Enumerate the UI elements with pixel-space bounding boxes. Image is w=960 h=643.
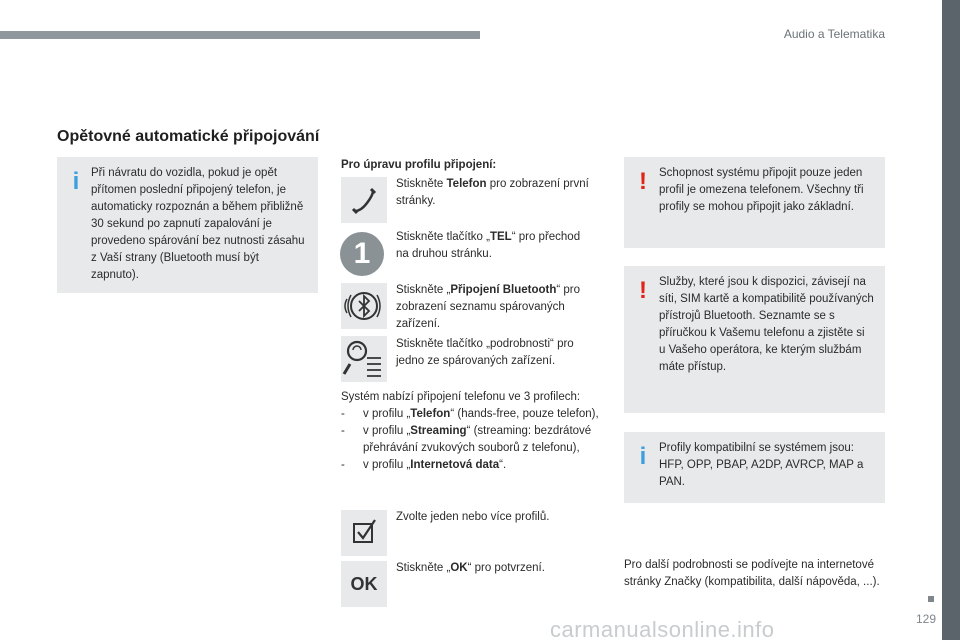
ok-label: OK (350, 574, 378, 594)
profiles-list (341, 406, 603, 474)
warning-text-2: Služby, které jsou k dispozici, závisejí na síti, SIM kartě a kompatibilitě používaných přístrojů Bluetooth. Seznamte se s příručkou k Vašemu telefonu a zjistěte si u Vašeho operátora, ke kterým službám máte přístup. (659, 276, 874, 373)
step6-text: Stiskněte „OK“ pro potvrzení. (396, 562, 545, 574)
top-rule (0, 31, 480, 39)
info-box-left (57, 157, 318, 293)
page-number: 129 (915, 612, 936, 626)
more-info-text: Pro další podrobnosti se podívejte na internetové stránky Značky (kompatibilita, další nápověda, ...). (624, 559, 880, 588)
bluetooth-icon (341, 283, 387, 329)
profile-item: - v profilu „Streaming“ (streaming: bezdrátové přehrávání zvukových souborů z telefonu), (341, 425, 592, 454)
profile-item: - v profilu „Internetová data“. (341, 459, 507, 471)
profiles-intro: Systém nabízí připojení telefonu ve 3 profilech: (341, 391, 581, 403)
step-number-circle: 1 (340, 232, 384, 276)
warning-box-2 (624, 266, 885, 413)
bluetooth-button (341, 283, 387, 329)
step2-text: Stiskněte tlačítko „TEL“ pro přechod na druhou stránku. (396, 231, 581, 260)
side-edge-bar (942, 0, 960, 640)
magnifier-list-icon (341, 336, 387, 382)
step3-text: Stiskněte „Připojení Bluetooth“ pro zobrazení seznamu spárovaných zařízení. (396, 284, 581, 330)
section-title: Opětovné automatické připojování (57, 128, 320, 145)
info-icon: i (639, 443, 647, 470)
page-dot (928, 596, 934, 602)
phone-button (341, 177, 387, 223)
profile-item: - v profilu „Telefon“ (hands-free, pouze telefon), (341, 408, 599, 420)
step1-text: Stiskněte Telefon pro zobrazení první stránky. (396, 178, 589, 207)
warning-icon: ! (639, 168, 647, 195)
ok-button (341, 561, 387, 607)
warning-box-1 (624, 157, 885, 248)
info-box-text: Při návratu do vozidla, pokud je opět přítomen poslední připojený telefon, je automaticky rozpoznán a během přibližně 30 sekund po zapnutí zapalování je provedeno spárování bez nutnosti zásahu z Vaší strany (Bluetooth musí být zapnuto). (91, 167, 305, 281)
info-text-right: Profily kompatibilní se systémem jsou: HFP, OPP, PBAP, A2DP, AVRCP, MAP a PAN. (659, 442, 864, 488)
warning-icon: ! (639, 277, 647, 304)
step4-text: Stiskněte tlačítko „podrobnosti“ pro jedno ze spárovaných zařízení. (396, 338, 574, 367)
chapter-title: Audio a Telematika (783, 27, 885, 41)
watermark: carmanualsonline.info (550, 617, 775, 642)
step5-text: Zvolte jeden nebo více profilů. (396, 511, 550, 523)
info-box-right (624, 432, 885, 503)
details-button (341, 336, 387, 382)
checkbox-icon (341, 510, 387, 556)
info-icon: i (72, 168, 80, 195)
phone-icon (341, 177, 387, 223)
select-profiles-button (341, 510, 387, 556)
profile-heading: Pro úpravu profilu připojení: (341, 159, 497, 171)
warning-text-1: Schopnost systému připojit pouze jeden profil je omezena telefonem. Všechny tři profily se mohou připojit jako základní. (659, 167, 864, 213)
